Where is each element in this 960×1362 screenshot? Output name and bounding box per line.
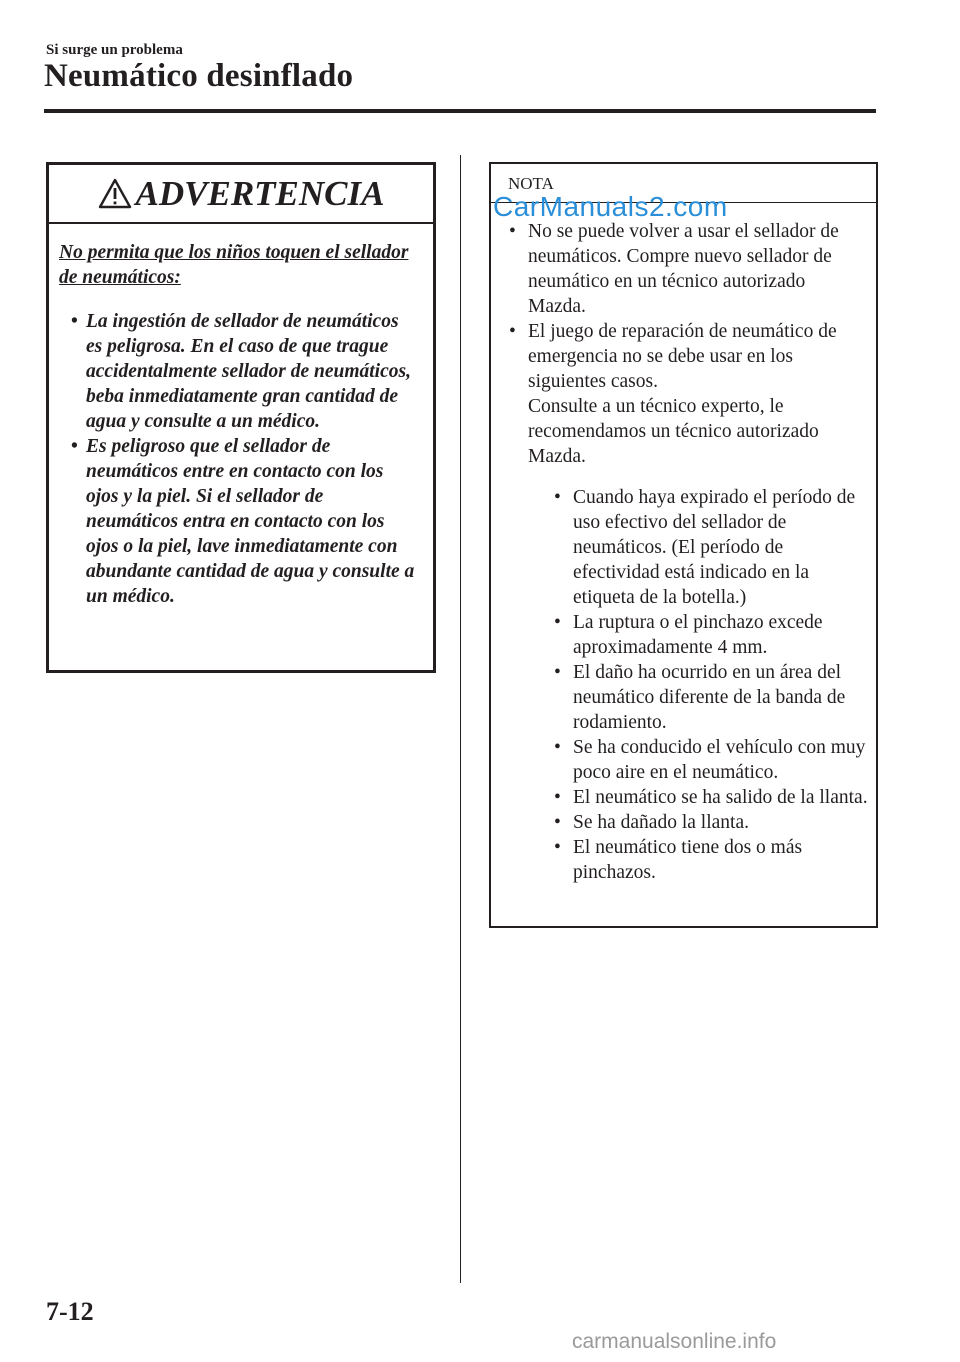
bullet: • [554,662,561,683]
list-item [528,785,868,810]
nota-list [504,219,868,885]
section-label: Si surge un problema [46,42,183,58]
nota-subitem-text: El daño ha ocurrido en un área del neumático diferente de la banda de rodamiento. [573,662,846,733]
nota-sublist [528,485,868,885]
list-item [528,610,868,660]
nota-subitem-text: Se ha conducido el vehículo con muy poco aire en el neumático. [573,737,866,783]
bullet: • [71,436,78,457]
nota-item-text: No se puede volver a usar el sellador de neumáticos. Compre nuevo sellador de neumático en un técnico autorizado Mazda. [528,221,839,317]
nota-subitem-text: El neumático tiene dos o más pinchazos. [573,837,803,883]
list-item [528,660,868,735]
title-rule [44,109,876,113]
bullet: • [554,612,561,633]
nota-body [491,203,876,885]
nota-item-text: El juego de reparación de neumático de emergencia no se debe usar en los siguientes casos. [528,321,837,392]
nota-subitem-text: Cuando haya expirado el período de uso efectivo del sellador de neumáticos. (El período de efectividad está indicado en la etiqueta de la botella.) [573,487,856,608]
bullet: • [554,787,561,808]
list-item [528,735,868,785]
nota-box [489,162,878,928]
list-item [528,810,868,835]
warning-body [49,224,433,609]
warning-item-text: Es peligroso que el sellador de neumáticos entre en contacto con los ojos y la piel. Si el sellador de neumáticos entra en contacto con los ojos o la piel, lave inmediatamente con abundante cantidad de agua y consulte a un médico. [86,436,415,607]
nota-subitem-text: Se ha dañado la llanta. [573,812,749,833]
warning-title: ADVERTENCIA [135,173,385,213]
bullet: • [554,487,561,508]
bullet: • [509,221,516,242]
list-item [59,309,419,434]
warning-item-text: La ingestión de sellador de neumáticos es peligrosa. En el caso de que trague accidentalmente sellador de neumáticos, beba inmediatamente gran cantidad de agua y consulte a un médico. [86,311,411,432]
page-number: 7-12 [46,1297,94,1326]
page-title: Neumático desinflado [44,58,354,94]
nota-title: NOTA [491,164,876,203]
list-item [504,219,868,319]
list-item [528,485,868,610]
list-item [504,319,868,885]
watermark-carmanualsonline: carmanualsonline.info [572,1330,777,1353]
column-divider [460,155,461,1283]
list-item [528,835,868,885]
bullet: • [554,737,561,758]
bullet: • [554,812,561,833]
warning-header [49,165,433,224]
bullet: • [509,321,516,342]
nota-subitem-text: La ruptura o el pinchazo excede aproximadamente 4 mm. [573,612,823,658]
bullet: • [554,837,561,858]
warning-triangle-icon [98,178,132,209]
warning-list [59,309,419,609]
watermark-carmanuals2: CarManuals2.com [493,191,728,222]
nota-item-text: Consulte a un técnico experto, le recomendamos un técnico autorizado Mazda. [528,396,819,467]
bullet: • [71,311,78,332]
nota-subitem-text: El neumático se ha salido de la llanta. [573,787,868,808]
warning-box [46,162,436,673]
list-item [59,434,419,609]
warning-intro: No permita que los niños toquen el sellador de neumáticos: [59,242,409,288]
